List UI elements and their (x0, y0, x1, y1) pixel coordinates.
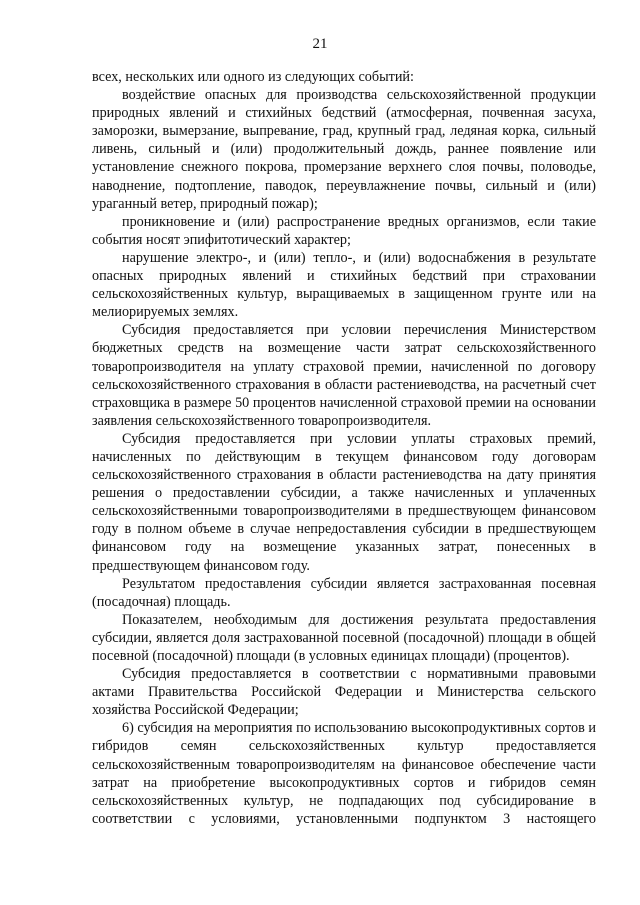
page-number: 21 (312, 36, 328, 52)
paragraph-pests: проникновение и (или) распространение вредных организмов, если такие события носят эпифитотический характер; (92, 213, 596, 248)
paragraph-subsidy-premiums: Субсидия предоставляется при условии уплаты страховых премий, начисленных по действующим в текущем финансовом году договорам сельскохозяйственного страхования в области растениеводства на дату принятия решения о предоставлении субсидии, а также начисленных и уплаченных сельскохозяйственными товаропроизводителями в предшествующем финансовом году в полном объеме в случае непредоставления субсидии в предшествующем финансовом году на возмещение указанных затрат, понесенных в предшествующем финансовом году. (92, 430, 596, 574)
paragraph-continuation: всех, нескольких или одного из следующих событий: (92, 69, 414, 85)
paragraph-utility-disruption: нарушение электро-, и (или) тепло-, и (или) водоснабжения в результате опасных природных явлений и стихийных бедствий при страховании сельскохозяйственных культур, выращиваемых в защищенном грунте или на мелиорируемых землях. (92, 249, 596, 321)
paragraph-indicator: Показателем, необходимым для достижения результата предоставления субсидии, является доля застрахованной посевной (посадочной) площади в общей посевной (посадочной) площади (в условных единицах площади) (процентов). (92, 611, 596, 664)
paragraph-legal-basis: Субсидия предоставляется в соответствии с нормативными правовыми актами Правительства Российской Федерации и Министерства сельского хозяйства Российской Федерации; (92, 666, 596, 719)
body-text (92, 68, 596, 828)
paragraph-item-6: 6) субсидия на мероприятия по использованию высокопродуктивных сортов и гибридов семян сельскохозяйственных культур предоставляется сельскохозяйственным товаропроизводителям на финансовое обеспечение части затрат на приобретение высокопродуктивных сортов и гибридов семян сельскохозяйственных культур, не подпадающих под субсидирование в соответствии с условиями, установленными подпунктом 3 настоящего (92, 720, 596, 827)
paragraph-subsidy-transfer: Субсидия предоставляется при условии перечисления Министерством бюджетных средств на возмещение части затрат сельскохозяйственного товаропроизводителя на уплату страховой премии, начисленной по договору сельскохозяйственного страхования в области растениеводства, на расчетный счет страховщика в размере 50 процентов начисленной страховой премии на основании заявления сельскохозяйственного товаропроизводителя. (92, 322, 596, 429)
paragraph-result: Результатом предоставления субсидии является застрахованная посевная (посадочная) площадь. (92, 575, 596, 610)
paragraph-natural-hazards: воздействие опасных для производства сельскохозяйственной продукции природных явлений и стихийных бедствий (атмосферная, почвенная засуха, заморозки, вымерзание, выпревание, град, крупный град, ледяная корка, сильный ливень, сильный и (или) продолжительный дождь, раннее появление или установление снежного покрова, промерзание верхнего слоя почвы, половодье, наводнение, подтопление, паводок, переувлажнение почвы, сильный и (или) ураганный ветер, природный пожар); (92, 87, 596, 212)
